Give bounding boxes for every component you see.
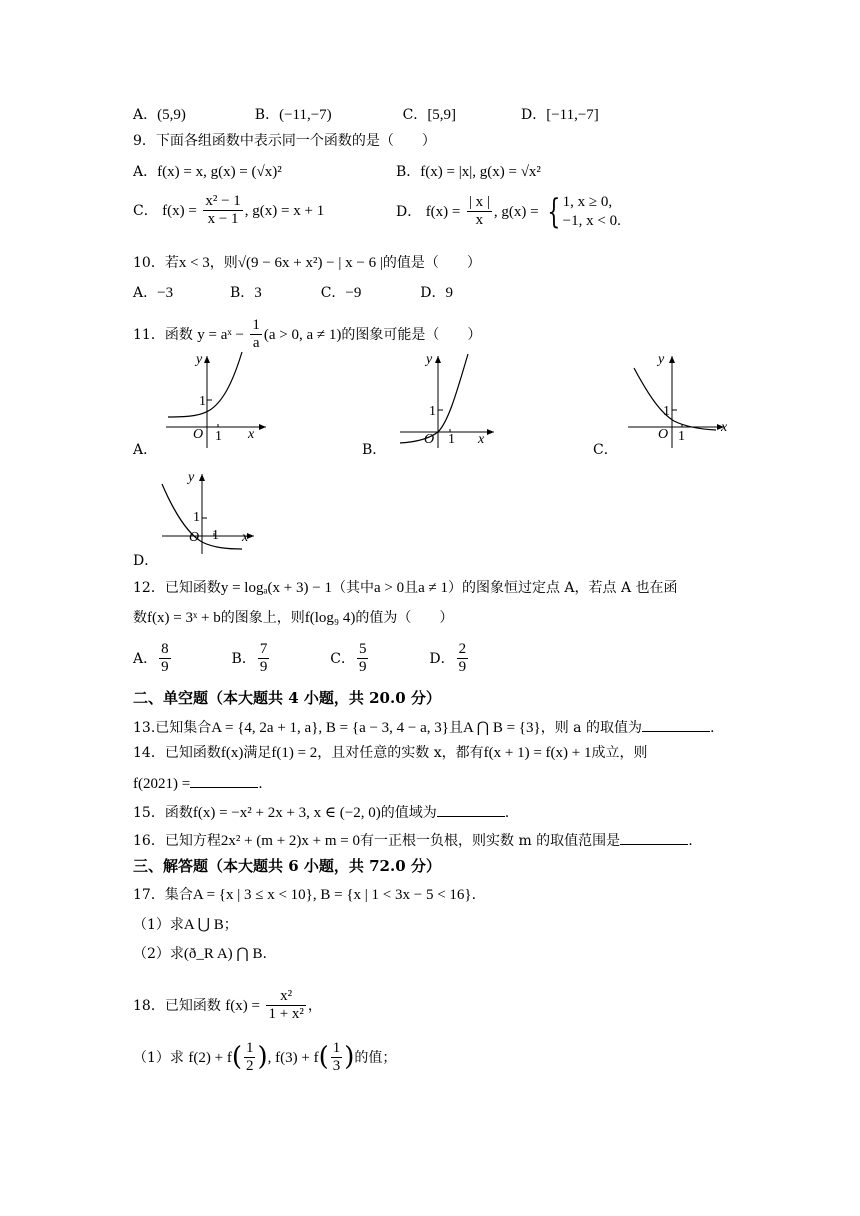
fraction-denominator: 9 bbox=[458, 659, 467, 676]
q11-fraction bbox=[250, 317, 262, 353]
q15 bbox=[133, 802, 509, 822]
q9-option-d-label: D． bbox=[396, 203, 422, 220]
fraction-denominator: 9 bbox=[161, 659, 169, 676]
right-paren: ) bbox=[344, 1042, 355, 1073]
x-axis-label: x bbox=[478, 432, 485, 447]
x-axis-label: x bbox=[248, 427, 255, 442]
q9-option-c bbox=[133, 193, 324, 229]
q17-sets: A = {x | 3 ≤ x < 10}, B = {x | 1 < 3x − 5 < 16} bbox=[192, 887, 472, 903]
q18-fraction bbox=[266, 988, 305, 1024]
tick-label: 1 bbox=[193, 510, 200, 525]
q18-fraction-1 bbox=[244, 1040, 256, 1076]
q8-option-c-label: C． bbox=[402, 107, 428, 123]
tick-label: 1 bbox=[448, 432, 455, 447]
fraction-denominator: x bbox=[475, 212, 484, 229]
tick-label: 1 bbox=[199, 394, 206, 409]
tick-label: 1 bbox=[678, 429, 685, 444]
q13-answer-blank[interactable] bbox=[642, 717, 710, 732]
fraction-numerator: 1 bbox=[250, 317, 262, 335]
q14-target: f(2021) = bbox=[133, 776, 191, 792]
q12-line-2-prefix: 数 bbox=[133, 610, 147, 626]
q18-stem bbox=[133, 988, 322, 1024]
y-axis-label: y bbox=[426, 352, 433, 367]
q10-option-c-label: C． bbox=[320, 285, 346, 301]
section-3-heading: 三、解答题（本大题共 6 小题，共 72.0 分） bbox=[133, 857, 441, 875]
q10-option-a-value: −3 bbox=[157, 285, 174, 301]
q10-options bbox=[133, 284, 453, 302]
q9-stem: 9．下面各组函数中表示同一个函数的是（ ） bbox=[133, 133, 436, 149]
q10-option-b-label: B． bbox=[230, 285, 255, 301]
q12-target-expr: f(log₉ 4) bbox=[304, 610, 356, 626]
fraction-denominator: 1 + x² bbox=[268, 1006, 304, 1023]
q15-end: . bbox=[504, 805, 510, 821]
fraction-numerator: x² − 1 bbox=[203, 193, 242, 211]
q8-options bbox=[133, 106, 599, 124]
q11-condition: (a > 0, a ≠ 1) bbox=[263, 326, 342, 343]
q12-option-d-fraction bbox=[457, 641, 469, 677]
q12-option-a-label: A． bbox=[133, 650, 158, 667]
q12-option-b-fraction bbox=[258, 641, 270, 677]
q18-expr-a: f(2) + f bbox=[188, 1049, 232, 1066]
q9-option-d-lhs: f(x) = bbox=[425, 203, 461, 220]
q15-function: f(x) = −x² + 2x + 3, x ∈ (−2, 0) bbox=[192, 805, 381, 821]
q10-option-c-value: −9 bbox=[345, 285, 362, 301]
q10-stem-mid: ，则 bbox=[209, 255, 238, 271]
q11-lhs: y = aˣ − bbox=[197, 326, 244, 343]
q12-options bbox=[133, 641, 470, 677]
q14-initial-value: f(1) = 2 bbox=[271, 745, 318, 761]
q10-option-d-label: D． bbox=[420, 285, 446, 301]
q10-expression: √(9 − 6x + x²) − | x − 6 | bbox=[237, 255, 383, 271]
q10-option-b-value: 3 bbox=[254, 285, 262, 301]
fraction-denominator: 9 bbox=[259, 659, 268, 676]
fraction-numerator: 7 bbox=[258, 641, 270, 659]
fraction-numerator: 1 bbox=[331, 1040, 343, 1058]
fraction-denominator: a bbox=[252, 335, 260, 352]
q11-graph-b bbox=[396, 350, 498, 450]
q9-option-a-expr: f(x) = x, g(x) = (√x)² bbox=[157, 164, 282, 180]
q13 bbox=[133, 717, 714, 737]
left-paren: ( bbox=[318, 1042, 329, 1073]
q9-option-b-label: B． bbox=[396, 164, 421, 180]
left-paren: ( bbox=[231, 1042, 242, 1073]
q12-line-2-mid: 的图象上，则 bbox=[220, 610, 305, 626]
q14-end: . bbox=[258, 776, 263, 792]
origin-label: O bbox=[658, 427, 669, 442]
y-axis-label: y bbox=[196, 352, 203, 367]
q12-option-c-label: C． bbox=[330, 650, 355, 667]
q12-mid: （其中 bbox=[331, 580, 374, 596]
q12-function-2: f(x) = 3ˣ + b bbox=[147, 610, 221, 626]
q12-option-d-label: D． bbox=[429, 650, 455, 667]
q16-equation: 2x² + (m + 2)x + m = 0 bbox=[220, 833, 360, 849]
q17-stem bbox=[133, 886, 476, 904]
q9-option-d-mid: , g(x) = bbox=[493, 203, 539, 220]
q17-prefix: 17．集合 bbox=[133, 887, 193, 903]
q10-stem-prefix: 10．若 bbox=[133, 255, 179, 271]
q17-union: A ⋃ B bbox=[183, 917, 224, 933]
origin-label: O bbox=[193, 427, 204, 442]
q14-prefix: 14．已知函数 bbox=[133, 745, 221, 761]
case-line-1: 1, x ≥ 0, bbox=[562, 194, 613, 210]
origin-label: O bbox=[189, 530, 200, 545]
q14-function: f(x) bbox=[220, 745, 244, 761]
q8-option-a-value: (5,9) bbox=[157, 107, 186, 123]
q18-prefix: 18．已知函数 bbox=[133, 997, 221, 1014]
fraction-denominator: 9 bbox=[358, 659, 367, 676]
q9-option-d bbox=[396, 193, 621, 231]
q16-suffix: 有一正根一负根，则实数 m 的取值范围是 bbox=[360, 833, 621, 849]
q17-part-2-prefix: （2）求 bbox=[133, 946, 184, 962]
brace-symbol: { bbox=[547, 191, 561, 232]
q10-option-d-value: 9 bbox=[445, 285, 454, 301]
q15-suffix: 的值域为 bbox=[380, 805, 437, 821]
q11-graph-d bbox=[158, 468, 258, 558]
q11-option-d-label: D． bbox=[133, 553, 159, 569]
q14-line-1 bbox=[133, 744, 648, 762]
q12-line-2-suffix: 的值为（ ） bbox=[355, 610, 454, 626]
q18-part-1-prefix: （1）求 bbox=[133, 1049, 184, 1066]
fraction-numerator: 2 bbox=[457, 641, 469, 659]
q12-function: y = logₐ(x + 3) − 1 bbox=[220, 580, 332, 596]
q11-graph-c bbox=[624, 350, 732, 450]
q9-option-c-rhs: , g(x) = x + 1 bbox=[244, 202, 325, 219]
origin-label: O bbox=[424, 432, 435, 447]
q9-option-a bbox=[133, 163, 282, 181]
q12-line-1 bbox=[133, 579, 678, 597]
q13-prefix: 13.已知集合 bbox=[133, 720, 212, 736]
q15-prefix: 15．函数 bbox=[133, 805, 193, 821]
x-axis-label: x bbox=[242, 530, 249, 545]
fraction-numerator: 8 bbox=[159, 641, 171, 659]
case-line-2: −1, x < 0. bbox=[562, 212, 621, 229]
q12-option-b-label: B． bbox=[231, 650, 256, 667]
q18-end: ， bbox=[307, 997, 322, 1014]
q14-answer-blank[interactable] bbox=[190, 773, 258, 788]
y-axis-label: y bbox=[658, 352, 665, 367]
q13-intersection: A ⋂ B = {3} bbox=[463, 720, 541, 736]
q16 bbox=[133, 830, 693, 850]
q9-option-c-label: C． bbox=[133, 202, 158, 219]
q16-end: . bbox=[688, 833, 693, 849]
tick-label: 1 bbox=[215, 429, 222, 444]
q8-option-d-label: D． bbox=[520, 107, 547, 123]
q13-end: . bbox=[709, 720, 715, 736]
q11-stem-prefix: 11．函数 bbox=[133, 326, 193, 343]
tick-label: 1 bbox=[663, 404, 670, 419]
q9-option-c-lhs: f(x) = bbox=[162, 202, 197, 219]
q12-condition-1: a > 0 bbox=[373, 580, 405, 596]
section-2-heading: 二、单空题（本大题共 4 小题，共 20.0 分） bbox=[133, 689, 441, 707]
q13-mid: 且 bbox=[449, 720, 464, 736]
q12-and: 且 bbox=[404, 580, 419, 596]
q17-part-1-prefix: （1）求 bbox=[133, 917, 184, 933]
q18-part-1 bbox=[133, 1040, 396, 1076]
q12-line-2 bbox=[133, 609, 453, 627]
q14-line-2 bbox=[133, 773, 263, 793]
q8-option-b-value: (−11,−7) bbox=[279, 107, 332, 123]
q8-option-d-value: [−11,−7] bbox=[546, 107, 599, 123]
fraction-numerator: x² bbox=[266, 988, 305, 1006]
q10-stem-suffix: 的值是（ ） bbox=[382, 255, 481, 271]
q12-line-1-suffix: ）的图象恒过定点 A，若点 A 也在函 bbox=[447, 580, 678, 596]
fraction-numerator: | x | bbox=[467, 194, 492, 212]
q11-stem-suffix: 的图象可能是（ ） bbox=[341, 326, 482, 343]
q11-stem bbox=[133, 317, 481, 353]
q16-prefix: 16．已知方程 bbox=[133, 833, 221, 849]
fraction-denominator: x − 1 bbox=[207, 211, 239, 228]
q18-part-1-suffix: 的值； bbox=[354, 1049, 397, 1066]
q17-part-2-end: . bbox=[262, 946, 267, 962]
q18-expr-b: , f(3) + f bbox=[267, 1049, 319, 1066]
y-axis-label: y bbox=[188, 470, 195, 485]
fraction-denominator: 3 bbox=[332, 1058, 341, 1075]
fraction-numerator: 5 bbox=[357, 641, 369, 659]
q10-stem bbox=[133, 254, 481, 272]
q10-option-a-label: A． bbox=[133, 285, 158, 301]
tick-label: 1 bbox=[429, 404, 436, 419]
q17-part-2 bbox=[133, 945, 267, 963]
q18-fraction-2 bbox=[331, 1040, 343, 1076]
q11-option-a-label: A． bbox=[133, 442, 158, 458]
q13-sets: A = {4, 2a + 1, a}, B = {a − 3, 4 − a, 3} bbox=[211, 720, 450, 736]
q8-option-a-label: A． bbox=[133, 107, 158, 123]
q9-option-d-fraction bbox=[467, 194, 492, 230]
fraction-denominator: 2 bbox=[245, 1058, 254, 1075]
q12-option-a-fraction bbox=[159, 641, 171, 677]
q9-option-d-cases bbox=[563, 193, 621, 231]
q11-option-c-label: C． bbox=[593, 442, 618, 458]
q17-complement-intersection: (ð_R A) ⋂ B bbox=[183, 946, 263, 962]
q12-option-c-fraction bbox=[357, 641, 369, 677]
q14-mid-2: ，且对任意的实数 x，都有 bbox=[317, 745, 484, 761]
q14-mid: 满足 bbox=[243, 745, 272, 761]
fraction-numerator: 1 bbox=[244, 1040, 256, 1058]
q9-option-a-label: A． bbox=[133, 164, 158, 180]
q17-end: . bbox=[471, 887, 477, 903]
q8-option-b-label: B． bbox=[254, 107, 280, 123]
right-paren: ) bbox=[257, 1042, 268, 1073]
q9-option-b-expr: f(x) = |x|, g(x) = √x² bbox=[420, 164, 541, 180]
q11-option-b-label: B． bbox=[362, 442, 387, 458]
x-axis-label: x bbox=[721, 420, 728, 435]
q16-answer-blank[interactable] bbox=[620, 830, 688, 845]
q14-recurrence: f(x + 1) = f(x) + 1 bbox=[483, 745, 592, 761]
q12-condition-2: a ≠ 1 bbox=[418, 580, 448, 596]
q10-condition: x < 3 bbox=[178, 255, 210, 271]
q12-prefix: 12．已知函数 bbox=[133, 580, 221, 596]
q17-part-1 bbox=[133, 916, 238, 934]
q14-line-1-suffix: 成立，则 bbox=[591, 745, 648, 761]
q8-option-c-value: [5,9] bbox=[427, 107, 457, 123]
q9-option-c-fraction bbox=[203, 193, 242, 229]
q13-suffix: ，则 a 的取值为 bbox=[540, 720, 642, 736]
q11-graph-a bbox=[162, 350, 274, 450]
q18-lhs: f(x) = bbox=[225, 997, 260, 1014]
tick-label: 1 bbox=[212, 528, 219, 543]
q17-part-1-end: ； bbox=[223, 917, 238, 933]
q15-answer-blank[interactable] bbox=[437, 802, 505, 817]
q9-option-b bbox=[396, 163, 541, 181]
